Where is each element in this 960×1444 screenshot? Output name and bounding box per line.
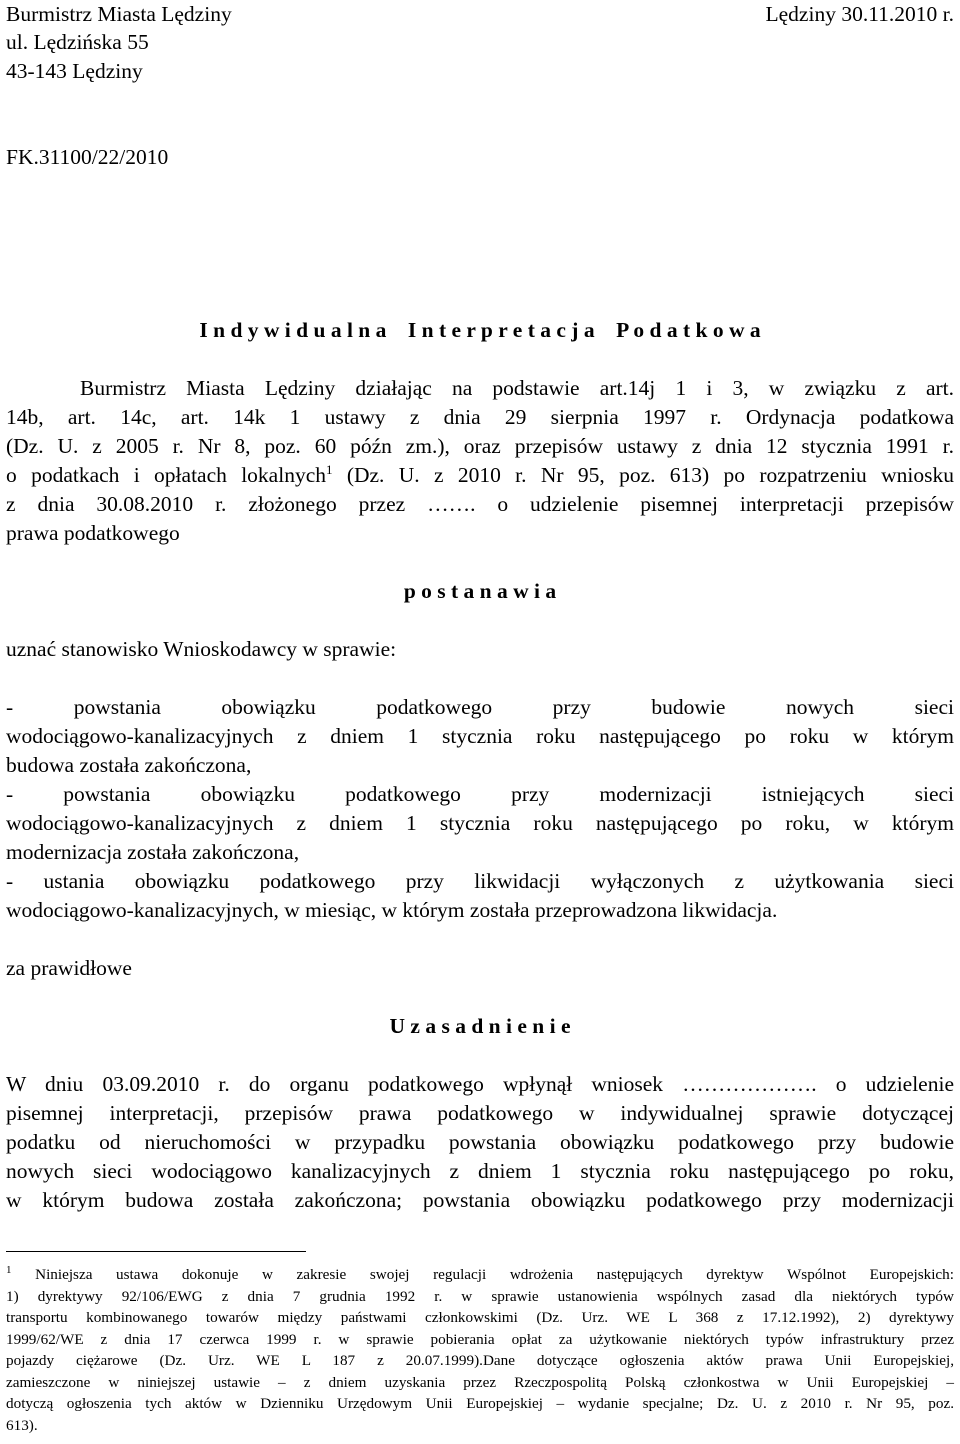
justification-heading: U z a s a d n i e n i e (389, 1014, 571, 1038)
document-title: I n d y w i d u a l n a I n t e r p r e t a c j a P o d a t k o w a (199, 318, 761, 342)
intro-line-4 (6, 461, 954, 490)
point-3-line-2: wodociągowo-kanalizacyjnych, w miesiąc, w którym została przeprowadzona likwidacja. (6, 898, 778, 922)
footnote-marker: 1 (6, 1264, 12, 1276)
footnote-line-4: 1999/62/WE z dnia 17 czerwca 1999 r. w sprawie pobierania opłat za użytkowanie niektórych typów infrastruktury przez (6, 1331, 954, 1348)
intro-line-6: prawa podatkowego (6, 521, 180, 545)
justification-line-4: nowych sieci wodociągowo kanalizacyjnych z dniem 1 stycznia roku następującego po roku, (6, 1159, 954, 1183)
point-1-line-2: wodociągowo-kanalizacyjnych z dniem 1 stycznia roku następującego po roku w którym (6, 724, 954, 748)
footnote-line-6: zamieszczone w niniejszej ustawie – z dniem uzyskania przez Rzeczpospolitą Polską członkostwa w Unii Europejskiej – (6, 1374, 954, 1391)
point-2-line-2: wodociągowo-kanalizacyjnych z dniem 1 stycznia roku następującego po roku, w którym (6, 811, 954, 835)
issuer-city: 43-143 Lędziny (6, 59, 143, 83)
footnote-first-text: Niniejsza ustawa dokonuje w zakresie swojej regulacji wdrożenia następujących dyrektyw Wspólnot Europejskich: (11, 1266, 954, 1283)
footnote-ref: 1 (326, 462, 333, 477)
decision-intro: uznać stanowisko Wnioskodawcy w sprawie: (6, 637, 397, 661)
justification-line-3: podatku od nieruchomości w przypadku powstania obowiązku podatkowego przy budowie (6, 1130, 954, 1154)
decision-heading: p o s t a n a w i a (403, 579, 557, 603)
reference-number: FK.31100/22/2010 (6, 145, 169, 169)
intro-line-4-start: o podatkach i opłatach lokalnych (6, 463, 326, 487)
point-2-line-3: modernizacja została zakończona, (6, 840, 300, 864)
intro-line-4-end: (Dz. U. z 2010 r. Nr 95, poz. 613) po rozpatrzeniu wniosku (332, 463, 955, 487)
point-1-line-3: budowa została zakończona, (6, 753, 252, 777)
footnote-line-8: 613). (6, 1417, 38, 1434)
point-1-line-1: - powstania obowiązku podatkowego przy budowie nowych sieci (6, 695, 954, 719)
footnote-line-7: dotyczą ogłoszenia tych aktów w Dzienniku Urzędowym Unii Europejskiej – wydanie specjalne; Dz. U. z 2010 r. Nr 95, poz. (6, 1395, 954, 1412)
verdict: za prawidłowe (6, 956, 132, 980)
justification-line-1: W dniu 03.09.2010 r. do organu podatkowego wpłynął wniosek ………………. o udzielenie (6, 1072, 954, 1096)
footnote-line-5: pojazdy ciężarowe (Dz. Urz. WE L 187 z 20.07.1999).Dane dotyczące ogłoszenia aktów prawa Unii Europejskiej, (6, 1352, 954, 1369)
point-2-line-1: - powstania obowiązku podatkowego przy modernizacji istniejących sieci (6, 782, 954, 806)
intro-line-1: Burmistrz Miasta Lędziny działając na podstawie art.14j 1 i 3, w związku z art. (80, 376, 954, 400)
footnote-line-3: transportu kombinowanego towarów między państwami członkowskimi (Dz. Urz. WE L 368 z 17.12.1992), 2) dyrektywy (6, 1309, 954, 1326)
point-3-line-1: - ustania obowiązku podatkowego przy likwidacji wyłączonych z użytkowania sieci (6, 869, 954, 893)
place-date: Lędziny 30.11.2010 r. (765, 2, 954, 26)
intro-line-3: (Dz. U. z 2005 r. Nr 8, poz. 60 późn zm.), oraz przepisów ustawy z dnia 12 stycznia 1991 r. (6, 434, 954, 458)
justification-line-5: w którym budowa została zakończona; powstania obowiązku podatkowego przy modernizacji (6, 1188, 954, 1212)
intro-line-5: z dnia 30.08.2010 r. złożonego przez ……. o udzielenie pisemnej interpretacji przepisów (6, 492, 954, 516)
footnote-line-2: 1) dyrektywy 92/106/EWG z dnia 7 grudnia 1992 r. w sprawie ustanowienia wspólnych zasad dla niektórych typów (6, 1288, 954, 1305)
footnote-separator (6, 1251, 306, 1252)
intro-line-2: 14b, art. 14c, art. 14k 1 ustawy z dnia 29 sierpnia 1997 r. Ordynacja podatkowa (6, 405, 954, 429)
issuer-name: Burmistrz Miasta Lędziny (6, 2, 232, 26)
footnote-line-1 (6, 1264, 954, 1285)
justification-line-2: pisemnej interpretacji, przepisów prawa podatkowego w indywidualnej sprawie dotyczącej (6, 1101, 954, 1125)
issuer-street: ul. Lędzińska 55 (6, 30, 149, 54)
